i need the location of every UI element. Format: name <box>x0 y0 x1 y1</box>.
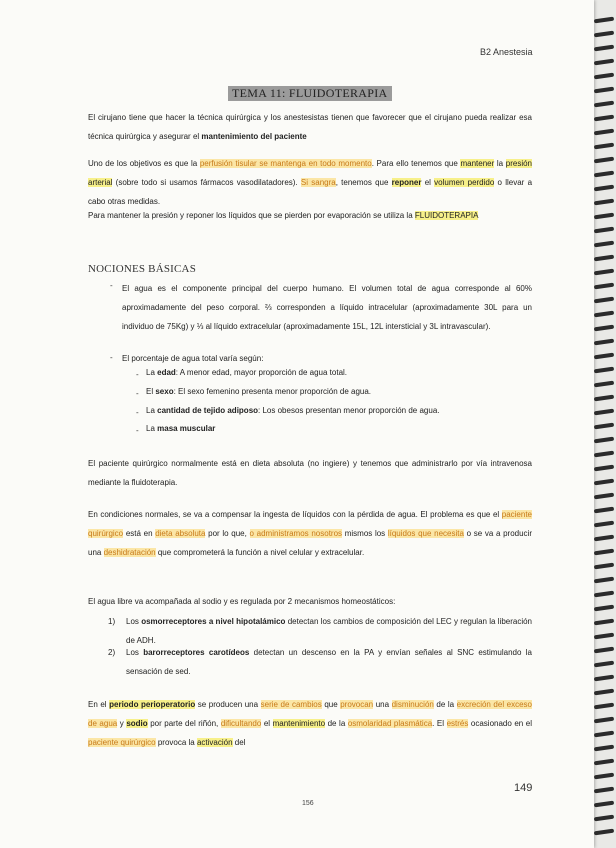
bullet-dash: - <box>110 281 113 290</box>
spiral-binding <box>594 0 616 848</box>
page-number: 149 <box>514 782 533 794</box>
binding-ring <box>594 423 614 430</box>
binding-ring <box>594 759 614 766</box>
text-run: detectan un descenso en la PA y envían señales al SNC estimulando la sensación de sed. <box>126 648 532 676</box>
paragraph-6: El agua libre va acompañada al sodio y es regulada por 2 mecanismos homeostáticos: <box>88 597 396 606</box>
binding-ring <box>594 73 614 80</box>
text-run: la <box>186 738 197 747</box>
binding-ring <box>594 157 614 164</box>
highlight-run: dificultando <box>220 719 262 728</box>
binding-ring <box>594 283 614 290</box>
binding-ring <box>594 45 614 52</box>
binding-ring <box>594 479 614 486</box>
sub-bullet-4 <box>146 424 215 433</box>
intro-paragraph-2 <box>88 154 532 211</box>
binding-ring <box>594 787 614 794</box>
sub-bullet-1 <box>146 368 347 377</box>
binding-ring <box>594 409 614 416</box>
text-run: Los <box>126 617 142 626</box>
highlight-run: dieta absoluta <box>155 529 206 538</box>
text-run: En condiciones normales, se va a compensar la ingesta de líquidos con la pérdida de agua. El problema es que el <box>88 510 502 519</box>
text-run: el <box>421 178 435 187</box>
binding-ring <box>594 661 614 668</box>
binding-ring <box>594 269 614 276</box>
highlight-run: provocan <box>340 700 374 709</box>
text-run: de la <box>433 700 457 709</box>
highlight-run: líquidos que necesita <box>387 529 464 538</box>
paragraph-5 <box>88 505 532 562</box>
highlight-run: sodio <box>126 719 148 728</box>
binding-ring <box>594 213 614 220</box>
bullet-item-2: El porcentaje de agua total varía según: <box>122 354 264 363</box>
binding-ring <box>594 199 614 206</box>
binding-ring <box>594 171 614 178</box>
binding-ring <box>594 493 614 500</box>
binding-ring <box>594 465 614 472</box>
sub-bullet-dash: - <box>136 426 139 435</box>
running-header: B2 Anestesia <box>480 47 533 57</box>
text-run: del <box>232 738 246 747</box>
binding-ring <box>594 633 614 640</box>
text-run: . El <box>432 719 447 728</box>
binding-ring <box>594 647 614 654</box>
text-run: : Los obesos presentan menor proporción de agua. <box>258 406 440 415</box>
highlight-run: estrés <box>446 719 469 728</box>
text-run: El cirujano tiene que hacer la técnica quirúrgica y los anestesistas tienen que favorecer que el cirujano pueda realizar esa técnica quirúrgica y asegurar el <box>88 113 532 141</box>
text-run: o llevar a cabo otras medidas. <box>88 178 533 206</box>
highlight-run: paciente quirúrgico <box>88 738 156 747</box>
binding-ring <box>594 577 614 584</box>
text-run: por parte del riñón, <box>147 719 221 728</box>
text-run: En el <box>88 700 110 709</box>
text-run: : A menor edad, mayor proporción de agua total. <box>175 368 348 377</box>
text-run: está en <box>123 529 156 538</box>
binding-ring <box>594 353 614 360</box>
highlight-run: Si sangra <box>300 178 336 187</box>
bold-run: cantidad de tejido adiposo <box>157 406 259 415</box>
binding-ring <box>594 129 614 136</box>
text-run: El <box>146 387 156 396</box>
highlight-run: deshidratación <box>103 548 156 557</box>
text-run: provoca <box>155 738 187 747</box>
sub-bullet-dash: - <box>136 389 139 398</box>
text-run: . Para ello tenemos que <box>371 159 461 168</box>
binding-ring <box>594 227 614 234</box>
text-run: la <box>494 159 506 168</box>
sub-bullet-3 <box>146 406 439 415</box>
binding-ring <box>594 437 614 444</box>
highlight-run: serie de cambios <box>260 700 322 709</box>
binding-ring <box>594 115 614 122</box>
bold-run: barorreceptores carotídeos <box>143 648 250 657</box>
highlight-run: activación <box>196 738 233 747</box>
binding-ring <box>594 325 614 332</box>
text-run: , tenemos que <box>335 178 392 187</box>
highlight-run: presión arterial <box>88 159 533 187</box>
binding-ring <box>594 297 614 304</box>
text-run: La <box>146 424 158 433</box>
highlight-run: FLUIDOTERAPIA <box>414 211 479 220</box>
text-run: que <box>321 700 341 709</box>
binding-ring <box>594 31 614 38</box>
text-run: o se va a producir una <box>88 529 532 557</box>
binding-ring <box>594 87 614 94</box>
text-run: (sobre todo si usamos fármacos vasodilatadores). <box>112 178 301 187</box>
binding-ring <box>594 507 614 514</box>
footer-number: 156 <box>302 800 314 807</box>
bold-run: osmorreceptores a nivel hipotalámico <box>141 617 286 626</box>
highlight-run: disminución <box>391 700 434 709</box>
list-number: 2) <box>108 648 116 657</box>
binding-ring <box>594 381 614 388</box>
binding-ring <box>594 521 614 528</box>
binding-ring <box>594 59 614 66</box>
binding-ring <box>594 801 614 808</box>
binding-ring <box>594 395 614 402</box>
page-title: TEMA 11: FLUIDOTERAPIA <box>228 86 392 101</box>
bold-run: masa muscular <box>157 424 216 433</box>
highlight-run: paciente quirúrgico <box>88 510 532 538</box>
text-run: Uno de los objetivos es que la <box>88 159 200 168</box>
text-run: de la <box>325 719 348 728</box>
binding-ring <box>594 185 614 192</box>
binding-ring <box>594 745 614 752</box>
text-run: por lo que, <box>205 529 250 538</box>
highlight-run: periodo perioperatorio <box>109 700 196 709</box>
binding-ring <box>594 675 614 682</box>
numbered-item-2 <box>126 643 532 681</box>
list-number: 1) <box>108 617 116 626</box>
highlight-run: reponer <box>391 178 422 187</box>
binding-ring <box>594 605 614 612</box>
binding-ring <box>594 535 614 542</box>
binding-ring <box>594 451 614 458</box>
binding-ring <box>594 815 614 822</box>
binding-ring <box>594 241 614 248</box>
binding-ring <box>594 689 614 696</box>
binding-ring <box>594 339 614 346</box>
binding-ring <box>594 717 614 724</box>
binding-ring <box>594 255 614 262</box>
text-run: y <box>117 719 127 728</box>
highlight-run: perfusión tisular se mantenga en todo momento <box>199 159 372 168</box>
highlight-run: mantenimiento <box>272 719 326 728</box>
binding-ring <box>594 703 614 710</box>
text-run: que comprometerá la función a nivel celular y extracelular. <box>155 548 365 557</box>
intro-paragraph-1 <box>88 108 532 146</box>
highlight-run: volumen perdido <box>434 178 495 187</box>
binding-ring <box>594 143 614 150</box>
text-run: La <box>146 406 158 415</box>
binding-ring <box>594 731 614 738</box>
text-run: el <box>261 719 273 728</box>
text-run: Los <box>126 648 144 657</box>
binding-ring <box>594 773 614 780</box>
sub-bullet-dash: - <box>136 408 139 417</box>
text-run: mismos los <box>342 529 388 538</box>
bold-run: sexo <box>155 387 174 396</box>
bold-run: mantenimiento del paciente <box>201 132 307 141</box>
binding-ring <box>594 367 614 374</box>
text-run: una <box>373 700 392 709</box>
binding-ring <box>594 591 614 598</box>
paragraph-4: El paciente quirúrgico normalmente está en dieta absoluta (no ingiere) y tenemos que administrarlo por vía intravenosa mediante la fluidoterapia. <box>88 459 532 487</box>
text-run: La <box>146 368 158 377</box>
sub-bullet-2 <box>146 387 371 396</box>
text-run: se producen una <box>195 700 261 709</box>
highlight-run: osmolaridad plasmática <box>347 719 433 728</box>
binding-ring <box>594 563 614 570</box>
highlight-run: excreción del exceso de agua <box>88 700 532 728</box>
binding-ring <box>594 549 614 556</box>
binding-ring <box>594 619 614 626</box>
highlight-run: o administramos nosotros <box>249 529 343 538</box>
binding-ring <box>594 17 614 24</box>
bullet-dash: - <box>110 353 113 362</box>
section-heading: NOCIONES BÁSICAS <box>88 263 197 275</box>
binding-ring <box>594 311 614 318</box>
intro-paragraph-3 <box>88 206 532 225</box>
text-run: ocasionado en el <box>468 719 533 728</box>
bold-run: edad <box>157 368 176 377</box>
highlight-run: mantener <box>460 159 495 168</box>
binding-ring <box>594 101 614 108</box>
paragraph-7 <box>88 695 532 752</box>
binding-ring <box>594 829 614 836</box>
bullet-item-1: El agua es el componente principal del cuerpo humano. El volumen total de agua corresponde al 60% aproximadamente del peso corporal. ⅔ corresponden a líquido intracelular (aproximadamente 30L para un individuo de 75Kg) y ⅓ al líquido extracelular (aproximadamente 15L, 12L intersticial y 3L intravascular). <box>122 284 532 331</box>
text-run: : El sexo femenino presenta menor proporción de agua. <box>173 387 372 396</box>
text-run: Para mantener la presión y reponer los líquidos que se pierden por evaporación se utiliza la <box>88 211 415 220</box>
text-run: detectan los cambios de composición del LEC y regulan la liberación de ADH. <box>126 617 533 645</box>
sub-bullet-dash: - <box>136 370 139 379</box>
